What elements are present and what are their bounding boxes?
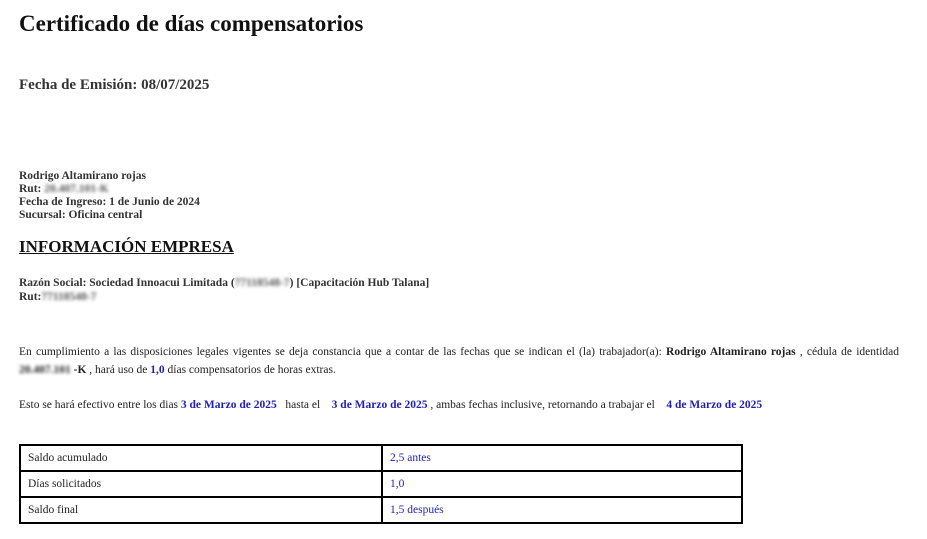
paragraph2-text-a: Esto se hará efectivo entre los dias [19, 399, 181, 411]
company-rut-value: 77118548-7 [41, 291, 97, 303]
paragraph1-text-a: En cumplimiento a las disposiciones legales vigentes se deja constancia que a contar de las fechas que se indican el (la) trabajador(a): [19, 346, 667, 358]
balance-value: 1,0 [382, 471, 742, 497]
paragraph2-text-b: hasta el [276, 399, 332, 411]
paragraph1-days: 1,0 [150, 364, 165, 376]
effective-dates-paragraph [19, 396, 899, 414]
table-row [20, 471, 742, 497]
issue-date: Fecha de Emisión: 08/07/2025 [19, 77, 210, 93]
paragraph1-id-suffix: -K [73, 364, 87, 376]
worker-hire-date: Fecha de Ingreso: 1 de Junio de 2024 [19, 196, 200, 208]
worker-rut-label: Rut: [19, 183, 45, 195]
company-section-heading: INFORMACIÓN EMPRESA [19, 237, 234, 256]
company-legal-name-prefix: Razón Social: Sociedad Innoacui Limitada ( [19, 277, 235, 289]
company-legal-name [19, 276, 429, 290]
paragraph1-text-c: , hará uso de [86, 364, 151, 376]
company-legal-name-suffix: ) [Capacitación Hub Talana] [289, 277, 430, 289]
page-title: Certificado de días compensatorios [19, 11, 364, 36]
worker-name: Rodrigo Altamirano rojas [19, 170, 146, 182]
company-info [19, 276, 429, 304]
paragraph1-id-blurred: 20.407.101 [19, 364, 71, 376]
table-row [20, 445, 742, 471]
worker-branch: Sucursal: Oficina central [19, 209, 143, 221]
balance-table [19, 444, 743, 524]
paragraph1-worker-name: Rodrigo Altamirano rojas [666, 346, 796, 358]
worker-rut-value: 20.407.101-K [44, 183, 109, 195]
balance-value: 2,5 antes [382, 445, 742, 471]
paragraph1-text-b: , cédula de identidad [795, 346, 900, 358]
balance-label: Saldo acumulado [20, 445, 382, 471]
paragraph1-text-d: días compensatorios de horas extras. [164, 364, 336, 376]
table-row [20, 497, 742, 523]
compliance-paragraph [19, 343, 899, 379]
company-rut [19, 290, 429, 304]
company-legal-name-rut: 77118548-7 [234, 277, 290, 289]
company-rut-label: Rut: [19, 291, 42, 303]
paragraph2-text-c: , ambas fechas inclusive, retornando a trabajar el [427, 399, 667, 411]
worker-info [19, 170, 200, 222]
return-date: 4 de Marzo de 2025 [666, 399, 763, 411]
end-date: 3 de Marzo de 2025 [331, 399, 428, 411]
balance-label: Días solicitados [20, 471, 382, 497]
balance-label: Saldo final [20, 497, 382, 523]
worker-rut [19, 183, 200, 196]
start-date: 3 de Marzo de 2025 [180, 399, 277, 411]
balance-value: 1,5 después [382, 497, 742, 523]
